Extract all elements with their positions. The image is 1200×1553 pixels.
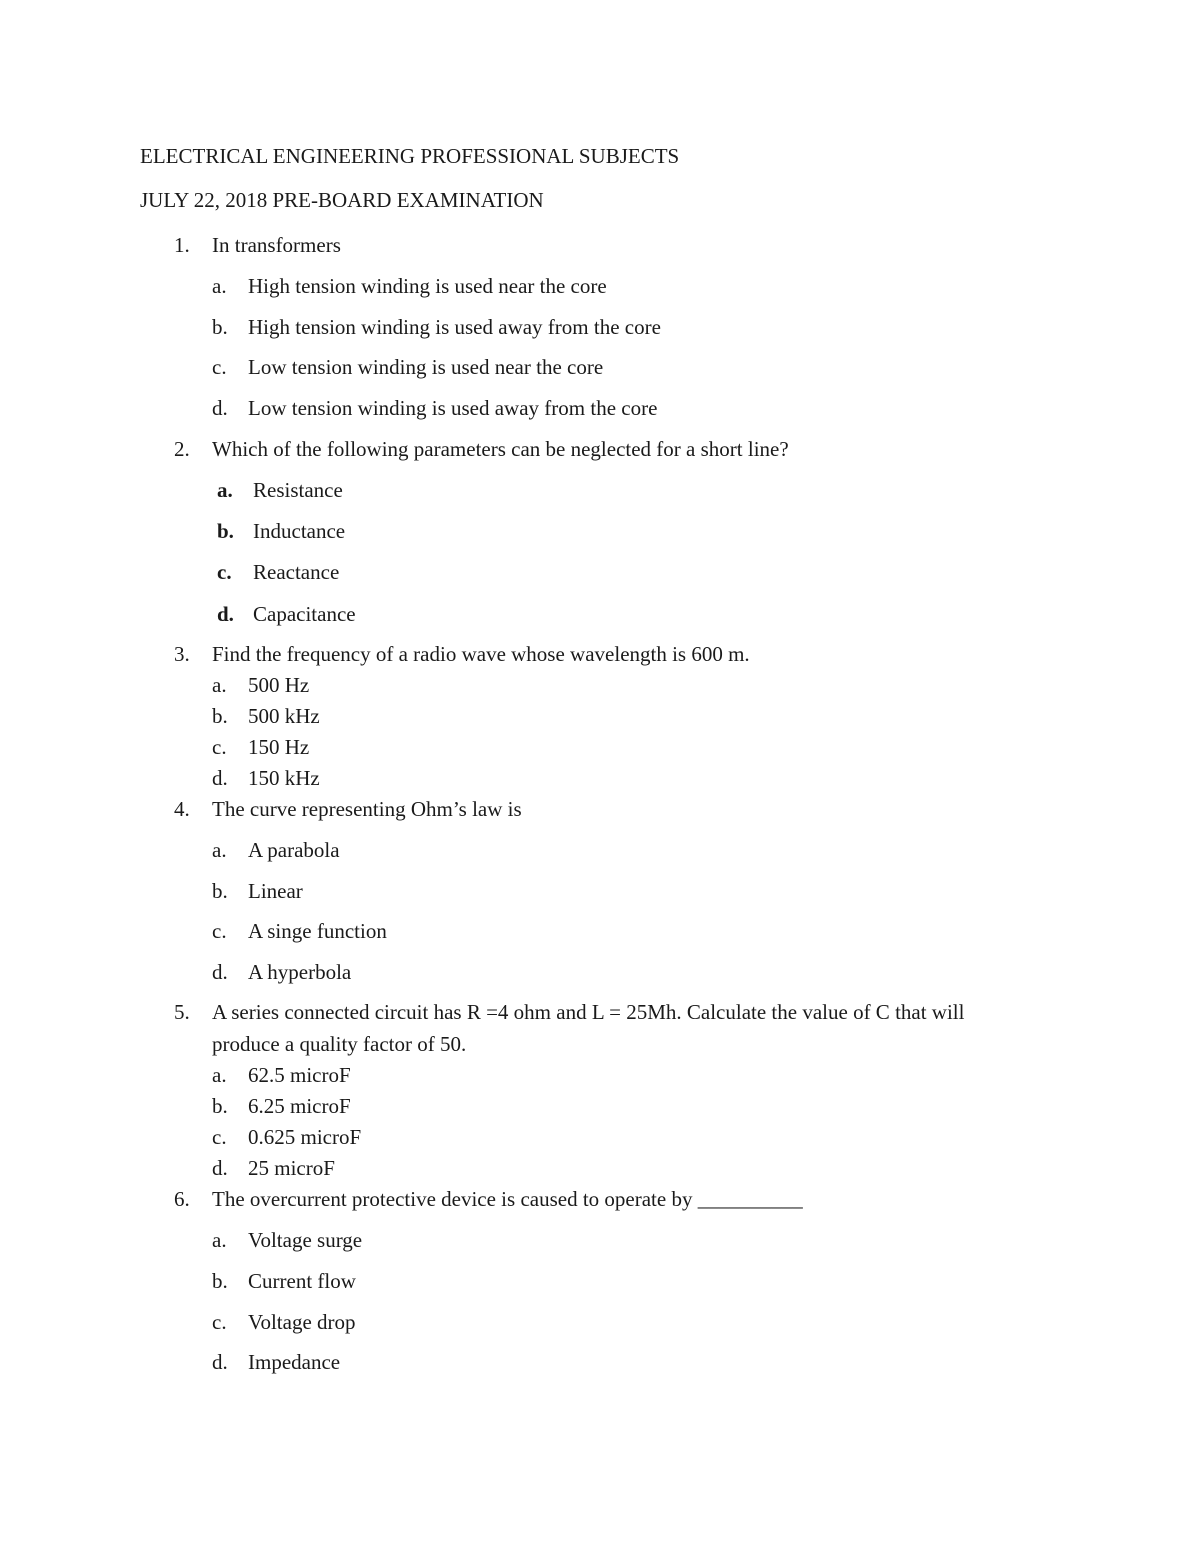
option-letter: b. bbox=[217, 519, 234, 543]
question-text: The curve representing Ohm’s law is bbox=[212, 797, 522, 821]
question-text: The overcurrent protective device is caused to operate by __________ bbox=[212, 1187, 803, 1211]
question-number: 2. bbox=[174, 437, 190, 461]
option-text: 25 microF bbox=[248, 1156, 335, 1180]
question-text: Which of the following parameters can be neglected for a short line? bbox=[212, 437, 789, 461]
header-exam-date: JULY 22, 2018 PRE-BOARD EXAMINATION bbox=[140, 188, 544, 212]
question-number: 4. bbox=[174, 797, 190, 821]
option-letter: a. bbox=[212, 838, 227, 862]
option-text: Linear bbox=[248, 879, 303, 903]
header-subject: ELECTRICAL ENGINEERING PROFESSIONAL SUBJECTS bbox=[140, 144, 680, 168]
option-text: High tension winding is used away from the core bbox=[248, 315, 661, 339]
option-letter: d. bbox=[212, 766, 228, 790]
option-text: 6.25 microF bbox=[248, 1094, 351, 1118]
option-text: Low tension winding is used away from the core bbox=[248, 396, 658, 420]
question-number: 5. bbox=[174, 1000, 190, 1024]
option-letter: d. bbox=[217, 602, 234, 626]
option-letter: a. bbox=[217, 478, 233, 502]
option-letter: c. bbox=[212, 355, 227, 379]
option-text: Impedance bbox=[248, 1350, 341, 1374]
option-text: Resistance bbox=[253, 478, 343, 502]
option-letter: b. bbox=[212, 879, 228, 903]
question-number: 3. bbox=[174, 642, 190, 666]
question-text: In transformers bbox=[212, 233, 341, 257]
option-letter: b. bbox=[212, 315, 228, 339]
option-text: A hyperbola bbox=[248, 960, 352, 984]
option-text: Inductance bbox=[253, 519, 346, 543]
question-text: A series connected circuit has R =4 ohm and L = 25Mh. Calculate the value of C that will bbox=[212, 1000, 965, 1024]
option-text: Voltage drop bbox=[248, 1310, 356, 1334]
option-letter: c. bbox=[212, 735, 227, 759]
question-number: 6. bbox=[174, 1187, 190, 1211]
option-text: A parabola bbox=[248, 838, 340, 862]
option-letter: c. bbox=[212, 919, 227, 943]
question-number: 1. bbox=[174, 233, 190, 257]
option-letter: a. bbox=[212, 274, 227, 298]
option-text: Current flow bbox=[248, 1269, 356, 1293]
option-text: Low tension winding is used near the core bbox=[248, 355, 604, 379]
option-text: 0.625 microF bbox=[248, 1125, 362, 1149]
option-text: 150 Hz bbox=[248, 735, 310, 759]
question-text: Find the frequency of a radio wave whose wavelength is 600 m. bbox=[212, 642, 750, 666]
option-text: 62.5 microF bbox=[248, 1063, 351, 1087]
option-letter: b. bbox=[212, 1269, 228, 1293]
option-letter: a. bbox=[212, 673, 227, 697]
option-letter: d. bbox=[212, 1156, 228, 1180]
option-letter: a. bbox=[212, 1228, 227, 1252]
option-text: 500 kHz bbox=[248, 704, 320, 728]
option-letter: b. bbox=[212, 704, 228, 728]
option-letter: d. bbox=[212, 1350, 228, 1374]
option-text: High tension winding is used near the core bbox=[248, 274, 607, 298]
option-text: 150 kHz bbox=[248, 766, 320, 790]
option-letter: c. bbox=[217, 560, 232, 584]
option-text: Reactance bbox=[253, 560, 340, 584]
option-letter: d. bbox=[212, 396, 228, 420]
option-letter: b. bbox=[212, 1094, 228, 1118]
option-text: Voltage surge bbox=[248, 1228, 363, 1252]
option-letter: d. bbox=[212, 960, 228, 984]
option-text: 500 Hz bbox=[248, 673, 310, 697]
option-text: A singe function bbox=[248, 919, 387, 943]
option-letter: c. bbox=[212, 1310, 227, 1334]
option-letter: c. bbox=[212, 1125, 227, 1149]
question-text-line-2: produce a quality factor of 50. bbox=[212, 1032, 467, 1056]
option-text: Capacitance bbox=[253, 602, 356, 626]
option-letter: a. bbox=[212, 1063, 227, 1087]
